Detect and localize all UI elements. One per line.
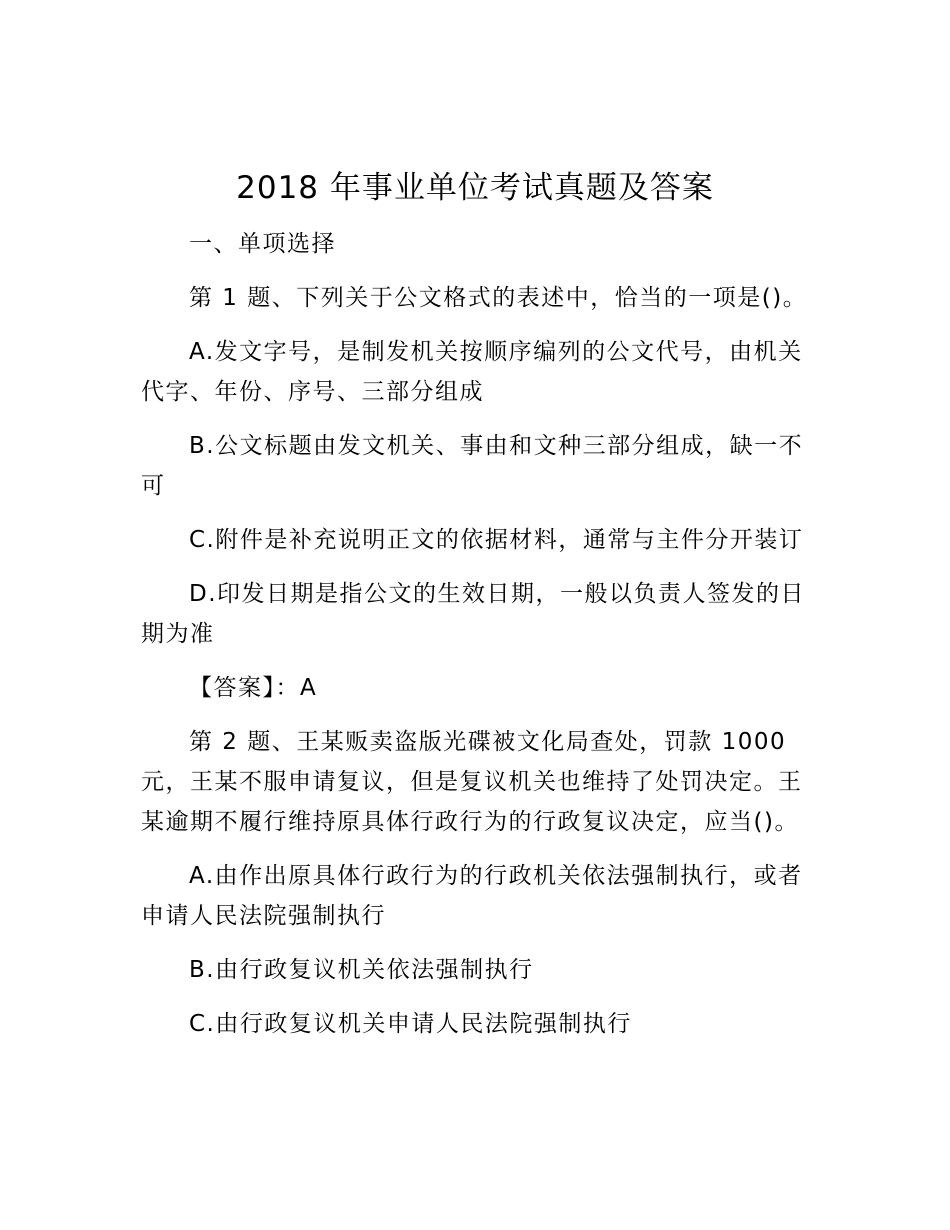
question-2-option-a: A.由作出原具体行政行为的行政机关依法强制执行，或者申请人民法院强制执行 [141, 863, 803, 929]
question-1: 第 1 题、下列关于公文格式的表述中，恰当的一项是()。 [189, 285, 808, 311]
question-2-option-b: B.由行政复议机关依法强制执行 [189, 957, 534, 983]
question-1-answer: 【答案】：A [189, 675, 318, 701]
question-1-option-a: A.发文字号，是制发机关按顺序编列的公文代号，由机关代字、年份、序号、三部分组成 [141, 339, 803, 405]
question-1-option-c: C.附件是补充说明正文的依据材料，通常与主件分开装订 [189, 527, 804, 553]
document-title: 2018 年事业单位考试真题及答案 [236, 170, 714, 206]
question-2-option-c: C.由行政复议机关申请人民法院强制执行 [189, 1011, 632, 1037]
section-heading: 一、单项选择 [189, 231, 336, 257]
question-1-option-b: B.公文标题由发文机关、事由和文种三部分组成，缺一不可 [141, 433, 804, 499]
question-1-option-d: D.印发日期是指公文的生效日期，一般以负责人签发的日期为准 [141, 581, 806, 647]
question-2: 第 2 题、王某贩卖盗版光碟被文化局查处，罚款 1000 元，王某不服申请复议，但是复议机关也维持了处罚决定。王某逾期不履行维持原具体行政行为的行政复议决定，应当()。 [141, 729, 803, 835]
document-body [141, 224, 811, 1058]
